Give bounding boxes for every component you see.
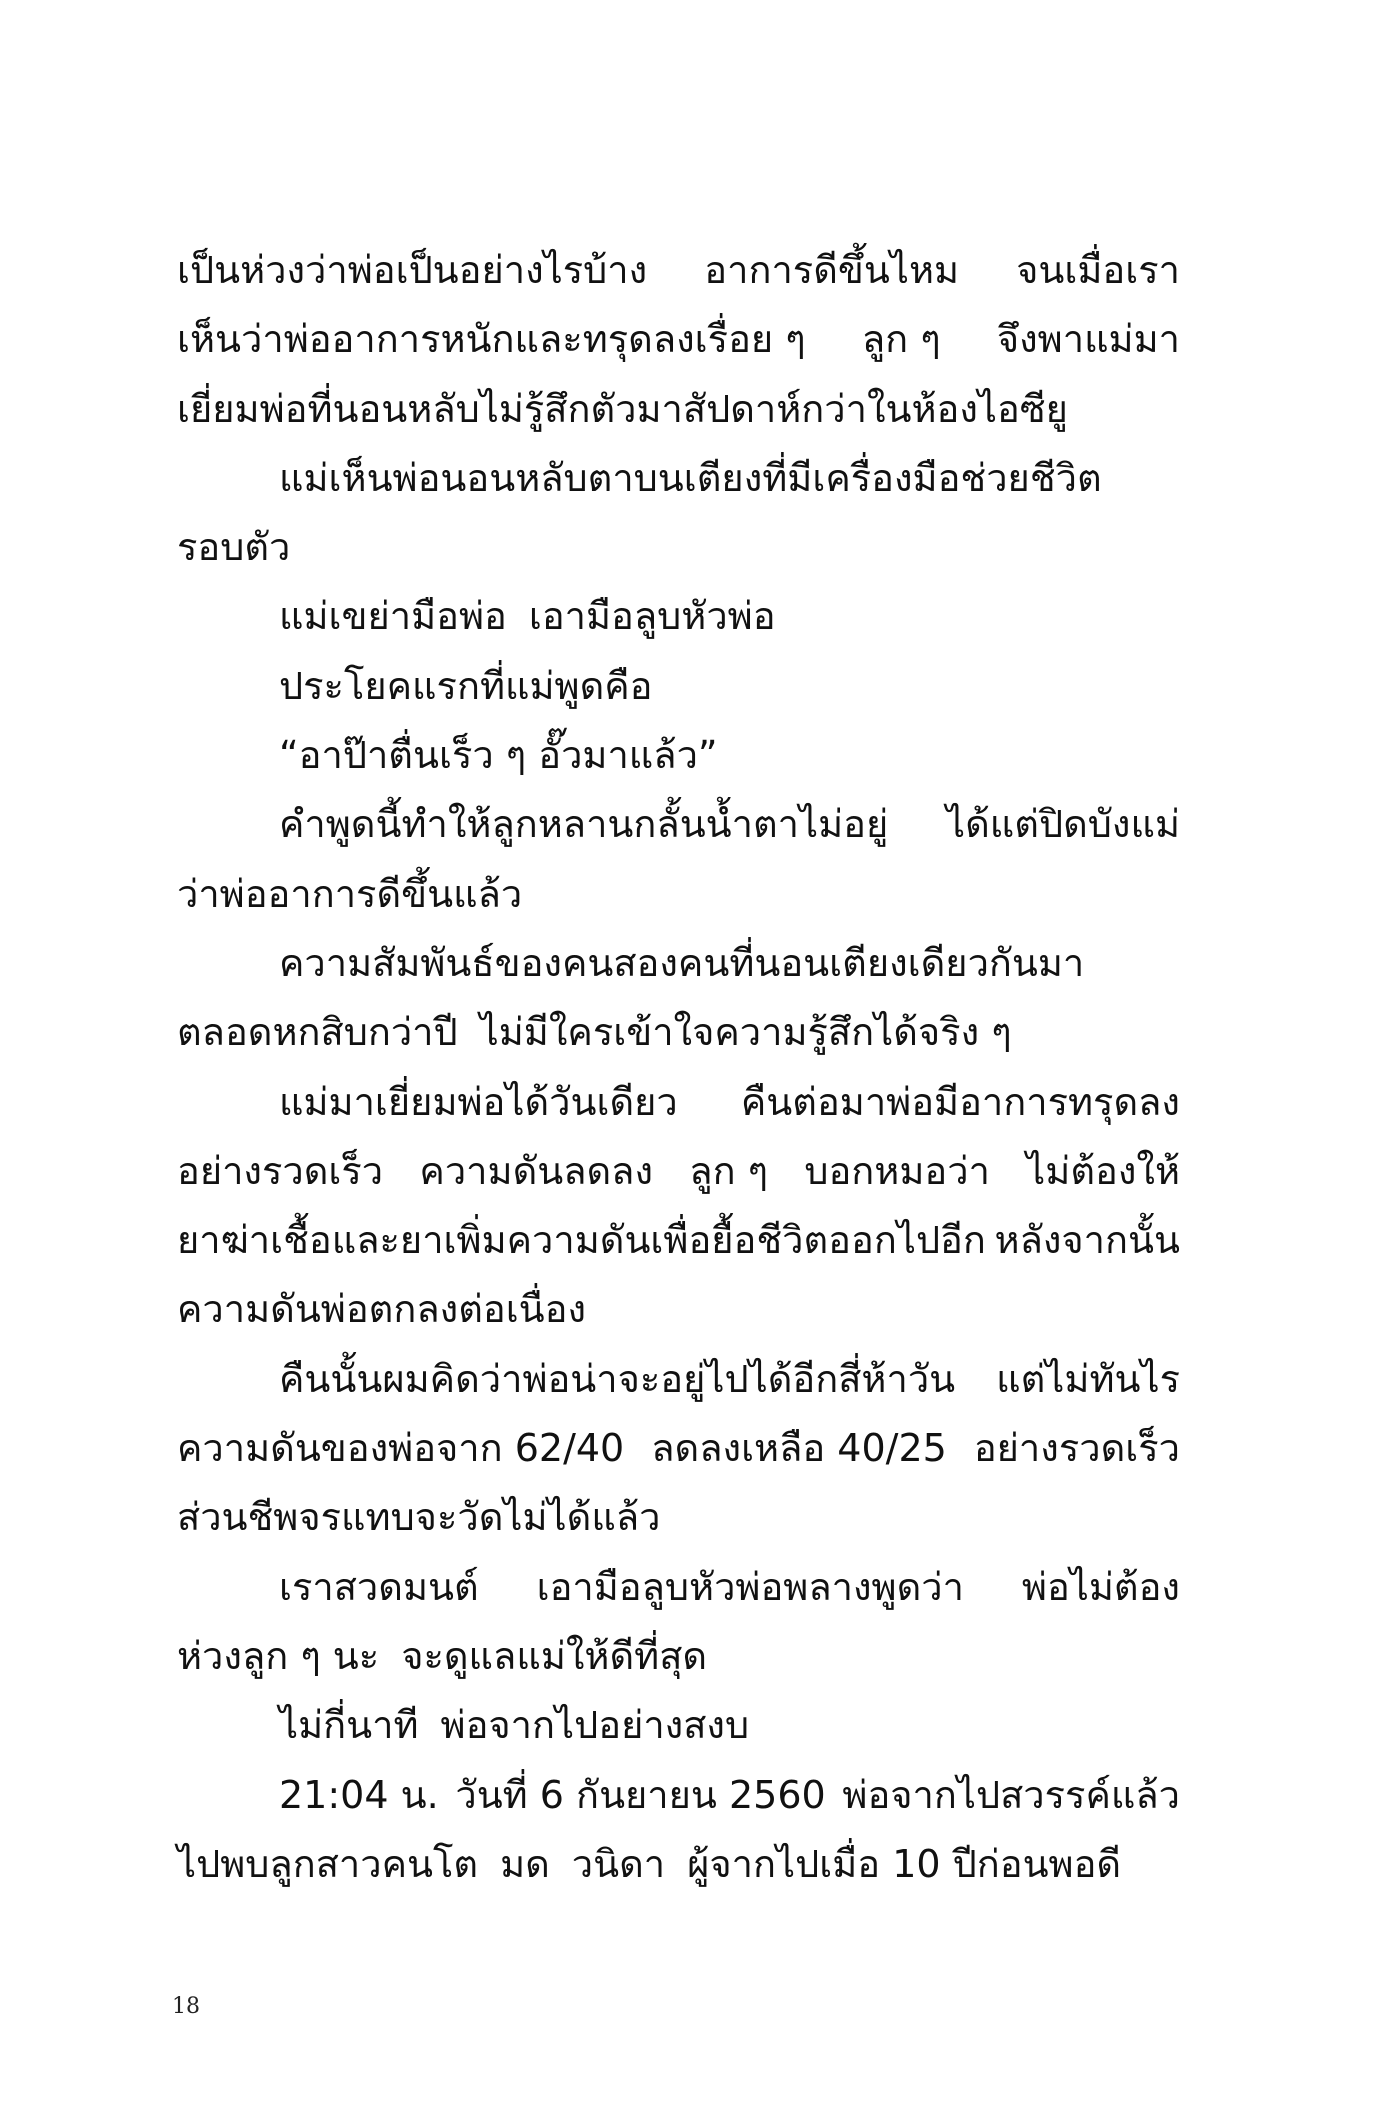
paragraph: [177, 582, 1180, 651]
text-segment: ยาฆ่าเชื้อและยาเพิ่มความดันเพื่อยื้อชีวิตออกไปอีก: [177, 1218, 986, 1263]
text-line: [177, 1206, 1180, 1275]
text-line: [177, 513, 1180, 582]
text-segment: พ่อจากไปสวรรค์แล้ว: [842, 1772, 1180, 1817]
text-line: [177, 305, 1180, 374]
text-segment: ประโยคแรกที่แม่พูดคือ: [279, 663, 653, 708]
text-line: [177, 652, 1180, 721]
text-line: [177, 1761, 1180, 1830]
text-segment: คืนต่อมาพ่อมีอาการทรุดลง: [740, 1079, 1180, 1124]
text-segment: 21:04 น.: [279, 1772, 439, 1817]
text-segment: อย่างรวดเร็ว: [177, 1148, 384, 1193]
text-line: [177, 1483, 1180, 1552]
page-number: 18: [172, 1994, 200, 2019]
paragraph: [177, 1553, 1180, 1692]
text-segment: ลูก ๆ: [689, 1148, 769, 1193]
text-segment: จะดูแลแม่ให้ดีที่สุด: [401, 1633, 708, 1678]
text-segment: คำพูดนี้ทำให้ลูกหลานกลั้นน้ำตาไม่อยู่: [279, 802, 889, 847]
text-line: [177, 444, 1180, 513]
text-segment: หลังจากนั้น: [994, 1218, 1180, 1263]
paragraph: [177, 1691, 1180, 1760]
text-segment: “อาป๊าตื่นเร็ว ๆ อั๊วมาแล้ว”: [279, 733, 718, 778]
text-segment: แม่เห็นพ่อนอนหลับตาบนเตียงที่มีเครื่องมือช่วยชีวิต: [279, 455, 1102, 500]
text-line: [177, 721, 1180, 790]
text-segment: ไม่กี่นาที: [279, 1703, 419, 1748]
text-segment: ส่วนชีพจรแทบจะวัดไม่ได้แล้ว: [177, 1495, 661, 1540]
text-segment: เป็นห่วงว่าพ่อเป็นอย่างไรบ้าง: [177, 248, 648, 292]
text-line: [177, 1622, 1180, 1691]
text-segment: ความดันของพ่อจาก 62/40: [177, 1426, 625, 1471]
text-line: [177, 1830, 1180, 1899]
text-segment: ห่วงลูก ๆ นะ: [177, 1633, 380, 1678]
text-segment: ลูก ๆ: [861, 317, 941, 362]
text-segment: อย่างรวดเร็ว: [973, 1426, 1180, 1471]
text-segment: แม่มาเยี่ยมพ่อได้วันเดียว: [279, 1079, 678, 1124]
text-line: [177, 929, 1180, 998]
text-segment: ไม่ต้องให้: [1026, 1148, 1180, 1193]
text-line: [177, 860, 1180, 929]
text-segment: จึงพาแม่มา: [996, 317, 1180, 362]
paragraph: [177, 721, 1180, 790]
text-line: [177, 582, 1180, 651]
text-segment: ความดันลดลง: [419, 1148, 654, 1193]
text-segment: ความสัมพันธ์ของคนสองคนที่นอนเตียงเดียวกันมา: [279, 940, 1085, 985]
paragraph: [177, 652, 1180, 721]
text-segment: พ่อไม่ต้อง: [1021, 1564, 1180, 1609]
text-segment: จนเมื่อเรา: [1016, 248, 1180, 292]
paragraph: [177, 1345, 1180, 1553]
text-segment: เห็นว่าพ่ออาการหนักและทรุดลงเรื่อย ๆ: [177, 317, 806, 362]
text-line: [177, 1691, 1180, 1760]
text-segment: คืนนั้นผมคิดว่าพ่อน่าจะอยู่ไปได้อีกสี่ห้าวัน: [279, 1356, 956, 1401]
text-segment: บอกหมอว่า: [804, 1148, 990, 1193]
text-line: [177, 1414, 1180, 1483]
paragraph: [177, 1761, 1180, 1900]
text-line: [177, 236, 1180, 305]
text-segment: ลดลงเหลือ 40/25: [651, 1426, 947, 1471]
paragraph: [177, 929, 1180, 1068]
body-text: [177, 236, 1180, 1899]
text-segment: เอามือลูบหัวพ่อพลางพูดว่า: [536, 1564, 964, 1609]
text-segment: ไปพบลูกสาวคนโต: [177, 1841, 479, 1886]
text-segment: ความดันพ่อตกลงต่อเนื่อง: [177, 1287, 587, 1332]
text-segment: เอามือลูบหัวพ่อ: [528, 594, 776, 639]
text-line: [177, 1553, 1180, 1622]
text-line: [177, 1137, 1180, 1206]
text-segment: ว่าพ่ออาการดีขึ้นแล้ว: [177, 871, 523, 916]
text-segment: แม่เขย่ามือพ่อ: [279, 594, 507, 639]
text-segment: วันที่ 6 กันยายน 2560: [455, 1772, 826, 1817]
text-segment: รอบตัว: [177, 525, 291, 570]
paragraph: [177, 236, 1180, 444]
text-segment: วนิดา: [571, 1841, 666, 1886]
paragraph: [177, 790, 1180, 929]
text-line: [177, 1068, 1180, 1137]
text-segment: มด: [500, 1841, 550, 1886]
text-segment: ไม่มีใครเข้าใจความรู้สึกได้จริง ๆ: [479, 1010, 1012, 1055]
text-line: [177, 790, 1180, 859]
text-line: [177, 1345, 1180, 1414]
text-segment: ตลอดหกสิบกว่าปี: [177, 1010, 458, 1055]
text-line: [177, 375, 1180, 444]
text-segment: ผู้จากไปเมื่อ 10 ปีก่อนพอดี: [687, 1841, 1122, 1886]
paragraph: [177, 444, 1180, 583]
text-segment: อาการดีขึ้นไหม: [704, 248, 960, 292]
text-segment: เราสวดมนต์: [279, 1564, 479, 1609]
text-segment: พ่อจากไปอย่างสงบ: [440, 1703, 750, 1748]
text-segment: เยี่ยมพ่อที่นอนหลับไม่รู้สึกตัวมาสัปดาห์กว่าในห้องไอซียู: [177, 386, 1068, 431]
text-line: [177, 1275, 1180, 1344]
text-line: [177, 998, 1180, 1067]
text-segment: ได้แต่ปิดบังแม่: [946, 802, 1180, 847]
text-segment: แต่ไม่ทันไร: [996, 1356, 1180, 1401]
paragraph: [177, 1068, 1180, 1345]
